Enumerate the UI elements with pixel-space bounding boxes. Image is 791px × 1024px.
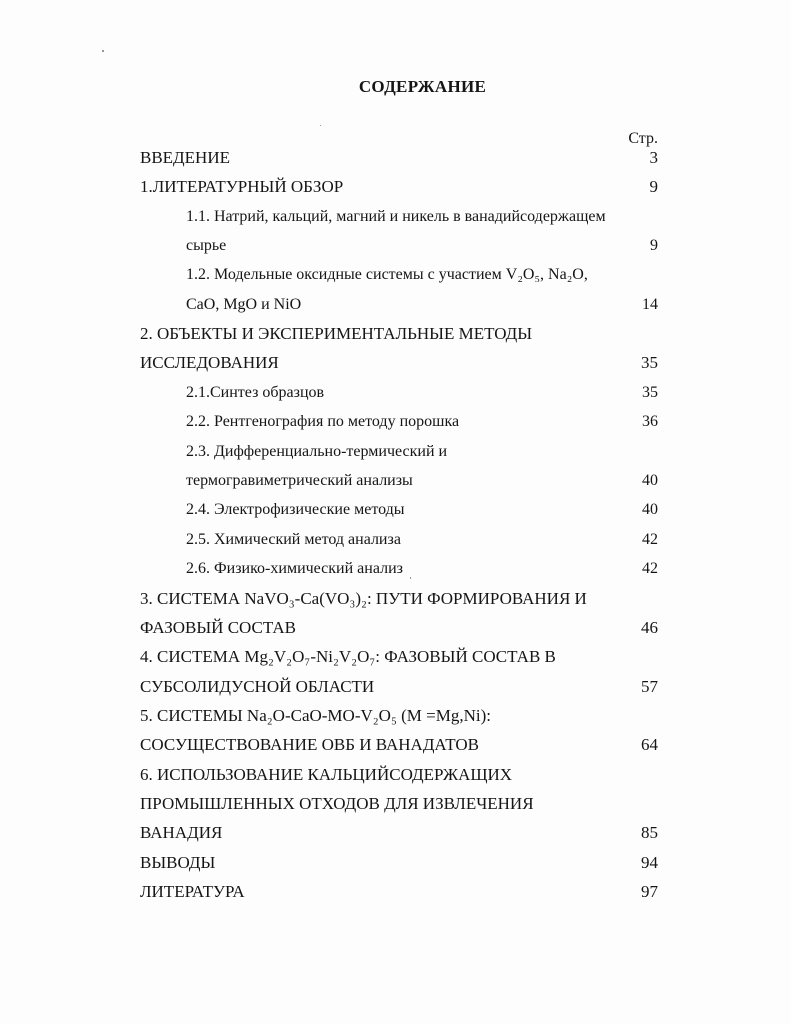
toc-entry-page: 40 (642, 501, 658, 518)
toc-entry (140, 793, 658, 815)
toc-entry-text: ИССЛЕДОВАНИЯ (140, 353, 279, 372)
toc-entry (140, 323, 658, 345)
scan-speck (320, 125, 321, 126)
toc-entry-text: ВВЕДЕНИЕ (140, 148, 230, 167)
toc-entry-text: 1.ЛИТЕРАТУРНЫЙ ОБЗОР (140, 177, 344, 196)
toc-entry-text: ПРОМЫШЛЕННЫХ ОТХОДОВ ДЛЯ ИЗВЛЕЧЕНИЯ (140, 794, 534, 813)
page-title: СОДЕРЖАНИЕ (358, 77, 487, 96)
scan-speck (102, 50, 104, 52)
toc-entry-text: 2.1.Синтез образцов (186, 384, 325, 401)
toc-entry (140, 764, 658, 786)
toc-entry-page: 9 (650, 237, 658, 254)
toc-entry (140, 352, 658, 374)
toc-entry (186, 206, 658, 228)
toc-entry-page: 9 (649, 177, 658, 196)
toc-entry-page: 64 (641, 735, 658, 754)
scan-speck (410, 577, 411, 579)
toc-entry (140, 588, 658, 610)
toc-entry-page: 42 (642, 560, 658, 577)
toc-entry-text: ФАЗОВЫЙ СОСТАВ (140, 618, 297, 637)
toc-entry-text: сырье (186, 237, 227, 254)
toc-entry-text: 4. СИСТЕМА Mg₂V₂O₇-Ni₂V₂O₇: ФАЗОВЫЙ СОСТАВ В (140, 647, 556, 666)
toc-entry-text: 2.3. Дифференциально-термический и (186, 443, 448, 460)
toc-entry-page: 14 (642, 296, 658, 313)
toc-entry-text: 3. СИСТЕМА NaVO₃-Ca(VO₃)₂: ПУТИ ФОРМИРОВАНИЯ И (140, 589, 587, 608)
toc-entry (140, 881, 658, 903)
toc-entry-page: 42 (642, 531, 658, 548)
toc-entry (186, 294, 658, 316)
toc-entry (186, 382, 658, 404)
toc-entry-text: 6. ИСПОЛЬЗОВАНИЕ КАЛЬЦИЙСОДЕРЖАЩИХ (140, 765, 513, 784)
toc-entry-page: 97 (641, 882, 658, 901)
toc-entry-text: СОСУЩЕСТВОВАНИЕ ОВБ И ВАНАДАТОВ (140, 735, 479, 754)
toc-entry-text: 2.2. Рентгенография по методу порошка (186, 413, 460, 430)
toc-entry-text: 1.2. Модельные оксидные системы с участием V₂O₅, Na₂O, (186, 266, 588, 283)
toc-entry-page: 85 (641, 823, 658, 842)
toc-entry-text: CaO, MgO и NiO (186, 296, 302, 313)
toc-entry-text: термогравиметрический анализы (186, 472, 413, 489)
toc-entry (140, 147, 658, 169)
toc-entry (140, 617, 658, 639)
toc-entry-text: 5. СИСТЕМЫ Na₂O-CaO-MO-V₂O₅ (M =Mg,Ni): (140, 706, 491, 725)
toc-entry-page: 57 (641, 677, 658, 696)
page-column-label: Стр. (628, 130, 658, 147)
toc-entry (140, 646, 658, 668)
toc-entry-page: 94 (641, 853, 658, 872)
toc-entry-text: ВЫВОДЫ (140, 853, 216, 872)
toc-entry (140, 676, 658, 698)
toc-entry-text: 2.4. Электрофизические методы (186, 501, 405, 518)
toc-entry (140, 705, 658, 727)
toc-entry-text: ЛИТЕРАТУРА (140, 882, 245, 901)
toc-entry-page: 35 (642, 384, 658, 401)
toc-entry (186, 558, 658, 580)
toc-entry (140, 734, 658, 756)
toc-entry (186, 264, 658, 286)
toc-entry-text: СУБСОЛИДУСНОЙ ОБЛАСТИ (140, 677, 375, 696)
toc-entry-text: ВАНАДИЯ (140, 823, 223, 842)
toc-entry-page: 35 (641, 353, 658, 372)
toc-entry-page: 40 (642, 472, 658, 489)
toc-entry (186, 411, 658, 433)
toc-entry-text: 2.5. Химический метод анализа (186, 531, 401, 548)
toc-entry (186, 499, 658, 521)
toc-entry-page: 36 (642, 413, 658, 430)
toc-entry-text: 1.1. Натрий, кальций, магний и никель в ванадийсодержащем (186, 208, 606, 225)
toc-entry (140, 176, 658, 198)
toc-entry-page: 46 (641, 618, 658, 637)
toc-entry (186, 470, 658, 492)
toc-entry (140, 852, 658, 874)
toc-entry (186, 529, 658, 551)
toc-entry-page: 3 (649, 148, 658, 167)
toc-entry (186, 441, 658, 463)
toc-entry (140, 822, 658, 844)
toc-entry-text: 2.6. Физико-химический анализ (186, 560, 403, 577)
toc-entry-text: 2. ОБЪЕКТЫ И ЭКСПЕРИМЕНТАЛЬНЫЕ МЕТОДЫ (140, 324, 533, 343)
toc-entry (186, 235, 658, 257)
